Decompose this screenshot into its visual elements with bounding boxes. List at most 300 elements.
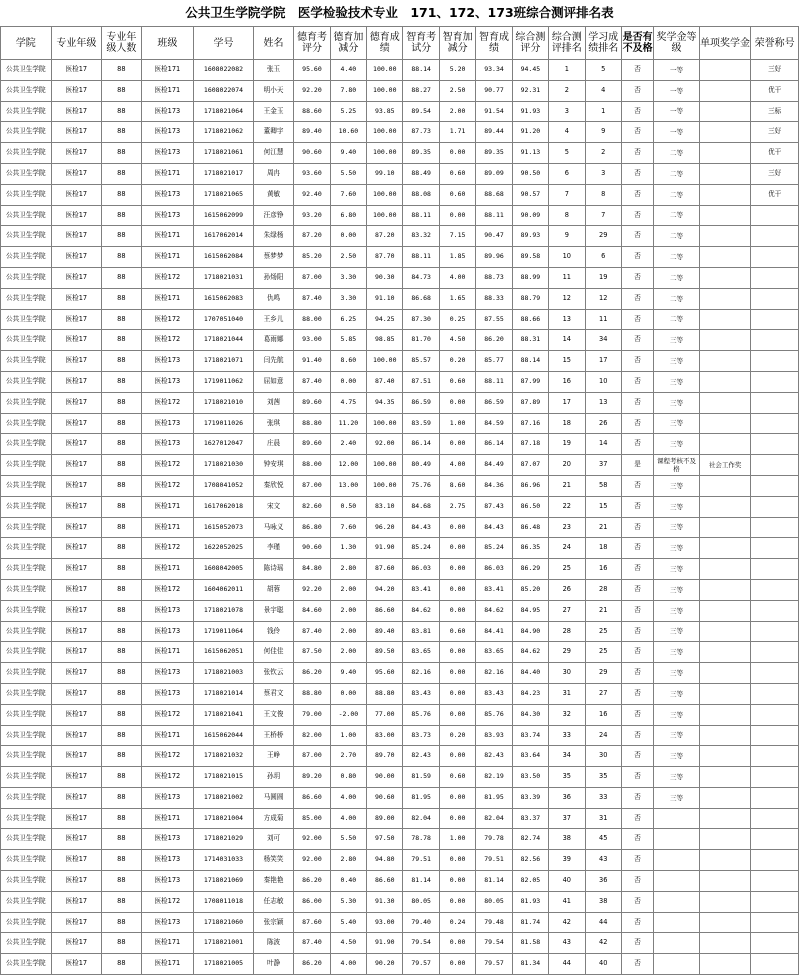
cell-honor-title [751, 205, 799, 226]
cell-college: 公共卫生学院 [1, 683, 52, 704]
cell-study-rank: 24 [585, 725, 621, 746]
table-row [1, 371, 799, 392]
cell-scholarship-level: 三等 [654, 392, 700, 413]
table-row [1, 122, 799, 143]
cell-scholarship-level: 三等 [654, 683, 700, 704]
cell-overall-score: 83.74 [512, 725, 548, 746]
cell-single-scholarship [699, 351, 751, 372]
cell-intel-total: 83.65 [476, 642, 512, 663]
cell-moral-total: 89.40 [367, 621, 403, 642]
cell-intel-total: 83.43 [476, 683, 512, 704]
cell-intel-adjust: 0.00 [439, 954, 475, 975]
cell-intel-total: 90.47 [476, 226, 512, 247]
cell-study-rank: 42 [585, 933, 621, 954]
cell-major-grade: 医检17 [51, 101, 102, 122]
cell-major-grade: 医检17 [51, 413, 102, 434]
table-row [1, 101, 799, 122]
table-row [1, 351, 799, 372]
cell-overall-rank: 31 [549, 683, 585, 704]
cell-moral-total: 98.85 [367, 330, 403, 351]
cell-college: 公共卫生学院 [1, 954, 52, 975]
cell-overall-rank: 18 [549, 413, 585, 434]
cell-fail-flag: 否 [621, 767, 653, 788]
cell-moral-score: 92.00 [294, 829, 330, 850]
cell-class: 医检173 [141, 413, 194, 434]
cell-student-id: 1718021017 [194, 163, 254, 184]
cell-intel-total: 86.14 [476, 434, 512, 455]
cell-intel-score: 83.41 [403, 579, 439, 600]
cell-class: 医检172 [141, 475, 194, 496]
cell-overall-rank: 33 [549, 725, 585, 746]
cell-major-grade: 医检17 [51, 475, 102, 496]
cell-college: 公共卫生学院 [1, 163, 52, 184]
cell-moral-total: 86.60 [367, 871, 403, 892]
table-row [1, 517, 799, 538]
cell-overall-rank: 36 [549, 787, 585, 808]
cell-study-rank: 5 [585, 60, 621, 81]
cell-overall-rank: 6 [549, 163, 585, 184]
cell-college: 公共卫生学院 [1, 704, 52, 725]
cell-moral-adjust: 4.00 [330, 954, 366, 975]
cell-moral-total: 94.80 [367, 850, 403, 871]
cell-scholarship-level: 三等 [654, 538, 700, 559]
cell-student-id: 1718021060 [194, 912, 254, 933]
cell-honor-title: 优干 [751, 184, 799, 205]
cell-student-id: 1718021062 [194, 122, 254, 143]
cell-moral-adjust: 9.40 [330, 143, 366, 164]
cell-moral-score: 92.20 [294, 80, 330, 101]
cell-moral-total: 88.80 [367, 683, 403, 704]
cell-fail-flag: 否 [621, 933, 653, 954]
cell-moral-adjust: 7.60 [330, 517, 366, 538]
cell-intel-total: 79.54 [476, 933, 512, 954]
cell-intel-total: 81.95 [476, 787, 512, 808]
cell-college: 公共卫生学院 [1, 247, 52, 268]
cell-fail-flag: 否 [621, 496, 653, 517]
cell-honor-title [751, 808, 799, 829]
cell-moral-score: 85.20 [294, 247, 330, 268]
cell-moral-adjust: 2.80 [330, 850, 366, 871]
cell-study-rank: 4 [585, 80, 621, 101]
cell-intel-score: 79.54 [403, 933, 439, 954]
cell-college: 公共卫生学院 [1, 725, 52, 746]
cell-class: 医检171 [141, 163, 194, 184]
cell-single-scholarship [699, 829, 751, 850]
cell-scholarship-level: 三等 [654, 642, 700, 663]
cell-major-count: 88 [102, 455, 141, 476]
table-row [1, 434, 799, 455]
cell-intel-total: 83.41 [476, 579, 512, 600]
cell-student-id: 1615062099 [194, 205, 254, 226]
cell-name: 景宇聪 [253, 600, 293, 621]
cell-honor-title: 优干 [751, 80, 799, 101]
cell-single-scholarship [699, 933, 751, 954]
cell-scholarship-level [654, 912, 700, 933]
cell-intel-total: 88.33 [476, 288, 512, 309]
table-row [1, 850, 799, 871]
cell-college: 公共卫生学院 [1, 80, 52, 101]
cell-scholarship-level [654, 829, 700, 850]
cell-single-scholarship [699, 767, 751, 788]
cell-name: 张玉 [253, 60, 293, 81]
cell-moral-score: 87.00 [294, 746, 330, 767]
cell-intel-score: 89.35 [403, 143, 439, 164]
cell-moral-adjust: 5.30 [330, 891, 366, 912]
cell-major-count: 88 [102, 247, 141, 268]
cell-study-rank: 29 [585, 663, 621, 684]
cell-college: 公共卫生学院 [1, 330, 52, 351]
cell-major-count: 88 [102, 704, 141, 725]
cell-class: 医检172 [141, 330, 194, 351]
cell-study-rank: 33 [585, 787, 621, 808]
cell-fail-flag: 否 [621, 579, 653, 600]
cell-single-scholarship [699, 434, 751, 455]
cell-scholarship-level: 三等 [654, 600, 700, 621]
cell-scholarship-level: 三等 [654, 559, 700, 580]
table-row [1, 80, 799, 101]
cell-name: 王文俊 [253, 704, 293, 725]
cell-moral-total: 91.30 [367, 891, 403, 912]
cell-fail-flag: 否 [621, 683, 653, 704]
cell-moral-score: 92.40 [294, 184, 330, 205]
cell-single-scholarship [699, 850, 751, 871]
cell-intel-adjust: 2.50 [439, 80, 475, 101]
cell-major-count: 88 [102, 392, 141, 413]
header-student-id: 学号 [194, 27, 254, 60]
cell-name: 蔡梦梦 [253, 247, 293, 268]
cell-major-grade: 医检17 [51, 954, 102, 975]
cell-name: 秦艳艳 [253, 871, 293, 892]
cell-major-count: 88 [102, 933, 141, 954]
cell-college: 公共卫生学院 [1, 808, 52, 829]
cell-moral-score: 87.40 [294, 933, 330, 954]
cell-scholarship-level [654, 933, 700, 954]
cell-moral-adjust: 5.50 [330, 829, 366, 850]
cell-moral-adjust: 2.00 [330, 579, 366, 600]
cell-honor-title [751, 829, 799, 850]
cell-college: 公共卫生学院 [1, 60, 52, 81]
cell-student-id: 1707051040 [194, 309, 254, 330]
cell-overall-score: 82.05 [512, 871, 548, 892]
cell-honor-title [751, 725, 799, 746]
cell-name: 秦欣悦 [253, 475, 293, 496]
cell-major-count: 88 [102, 767, 141, 788]
cell-moral-adjust: 8.60 [330, 351, 366, 372]
cell-single-scholarship [699, 122, 751, 143]
cell-major-count: 88 [102, 642, 141, 663]
cell-intel-total: 79.78 [476, 829, 512, 850]
cell-scholarship-level: 二等 [654, 247, 700, 268]
cell-fail-flag: 否 [621, 642, 653, 663]
cell-student-id: 1718021061 [194, 143, 254, 164]
cell-intel-adjust: 0.00 [439, 787, 475, 808]
cell-moral-total: 91.90 [367, 933, 403, 954]
cell-student-id: 1622052025 [194, 538, 254, 559]
cell-college: 公共卫生学院 [1, 455, 52, 476]
cell-overall-score: 81.93 [512, 891, 548, 912]
cell-moral-total: 92.00 [367, 434, 403, 455]
cell-honor-title [751, 309, 799, 330]
cell-study-rank: 37 [585, 455, 621, 476]
table-row [1, 205, 799, 226]
cell-major-grade: 医检17 [51, 163, 102, 184]
cell-intel-adjust: 0.00 [439, 205, 475, 226]
cell-moral-total: 95.60 [367, 663, 403, 684]
cell-college: 公共卫生学院 [1, 413, 52, 434]
cell-moral-adjust: 1.30 [330, 538, 366, 559]
cell-honor-title: 三好 [751, 163, 799, 184]
table-row [1, 829, 799, 850]
cell-moral-total: 86.60 [367, 600, 403, 621]
cell-student-id: 1718021029 [194, 829, 254, 850]
cell-moral-score: 84.60 [294, 600, 330, 621]
cell-class: 医检173 [141, 434, 194, 455]
table-row [1, 891, 799, 912]
cell-name: 李瑾 [253, 538, 293, 559]
cell-intel-adjust: 0.00 [439, 850, 475, 871]
cell-moral-score: 86.20 [294, 663, 330, 684]
cell-overall-rank: 41 [549, 891, 585, 912]
cell-name: 钟安琪 [253, 455, 293, 476]
cell-honor-title [751, 767, 799, 788]
cell-major-grade: 医检17 [51, 621, 102, 642]
cell-intel-total: 87.55 [476, 309, 512, 330]
cell-scholarship-level: 三等 [654, 704, 700, 725]
cell-name: 孙玥 [253, 767, 293, 788]
cell-class: 医检171 [141, 725, 194, 746]
cell-major-grade: 医检17 [51, 683, 102, 704]
cell-study-rank: 7 [585, 205, 621, 226]
cell-moral-score: 88.80 [294, 683, 330, 704]
cell-single-scholarship [699, 330, 751, 351]
cell-overall-score: 84.95 [512, 600, 548, 621]
cell-moral-adjust: 2.70 [330, 746, 366, 767]
cell-fail-flag: 否 [621, 392, 653, 413]
cell-intel-score: 83.59 [403, 413, 439, 434]
cell-overall-score: 84.62 [512, 642, 548, 663]
cell-intel-score: 85.24 [403, 538, 439, 559]
cell-class: 医检173 [141, 371, 194, 392]
cell-class: 医检173 [141, 101, 194, 122]
header-major-grade: 专业年级 [51, 27, 102, 60]
cell-moral-total: 90.20 [367, 954, 403, 975]
cell-moral-score: 87.20 [294, 226, 330, 247]
cell-class: 医检173 [141, 184, 194, 205]
cell-overall-score: 87.07 [512, 455, 548, 476]
cell-moral-score: 86.80 [294, 517, 330, 538]
cell-fail-flag: 否 [621, 663, 653, 684]
cell-intel-score: 89.54 [403, 101, 439, 122]
cell-intel-score: 87.51 [403, 371, 439, 392]
cell-moral-total: 100.00 [367, 205, 403, 226]
cell-fail-flag: 否 [621, 226, 653, 247]
cell-scholarship-level: 三等 [654, 371, 700, 392]
cell-intel-adjust: 4.50 [439, 330, 475, 351]
cell-overall-rank: 5 [549, 143, 585, 164]
cell-major-grade: 医检17 [51, 767, 102, 788]
cell-scholarship-level: 二等 [654, 309, 700, 330]
cell-intel-total: 79.51 [476, 850, 512, 871]
cell-moral-adjust: 6.25 [330, 309, 366, 330]
cell-intel-adjust: 0.25 [439, 309, 475, 330]
cell-intel-total: 84.36 [476, 475, 512, 496]
table-row [1, 621, 799, 642]
cell-overall-rank: 32 [549, 704, 585, 725]
cell-single-scholarship [699, 143, 751, 164]
cell-honor-title [751, 912, 799, 933]
header-honor-title: 荣誉称号 [751, 27, 799, 60]
cell-major-grade: 医检17 [51, 205, 102, 226]
cell-moral-score: 90.60 [294, 143, 330, 164]
cell-major-grade: 医检17 [51, 247, 102, 268]
cell-moral-adjust: 12.00 [330, 455, 366, 476]
cell-major-grade: 医检17 [51, 891, 102, 912]
cell-honor-title [751, 621, 799, 642]
cell-name: 何江慧 [253, 143, 293, 164]
cell-moral-score: 87.40 [294, 288, 330, 309]
cell-major-grade: 医检17 [51, 538, 102, 559]
cell-class: 医检171 [141, 808, 194, 829]
cell-moral-adjust: 0.50 [330, 496, 366, 517]
cell-overall-score: 88.79 [512, 288, 548, 309]
cell-intel-score: 79.57 [403, 954, 439, 975]
cell-overall-rank: 2 [549, 80, 585, 101]
cell-intel-score: 87.30 [403, 309, 439, 330]
cell-scholarship-level: 三等 [654, 579, 700, 600]
cell-study-rank: 21 [585, 600, 621, 621]
table-row [1, 787, 799, 808]
cell-name: 马咏义 [253, 517, 293, 538]
cell-fail-flag: 否 [621, 891, 653, 912]
cell-fail-flag: 否 [621, 808, 653, 829]
cell-honor-title [751, 475, 799, 496]
cell-moral-total: 90.00 [367, 767, 403, 788]
cell-name: 蔡君文 [253, 683, 293, 704]
cell-class: 医检171 [141, 954, 194, 975]
cell-moral-total: 83.00 [367, 725, 403, 746]
cell-study-rank: 43 [585, 850, 621, 871]
cell-major-count: 88 [102, 267, 141, 288]
cell-honor-title [751, 787, 799, 808]
table-row [1, 267, 799, 288]
cell-overall-rank: 15 [549, 351, 585, 372]
cell-major-grade: 医检17 [51, 351, 102, 372]
cell-scholarship-level: 一等 [654, 122, 700, 143]
cell-college: 公共卫生学院 [1, 143, 52, 164]
cell-intel-total: 84.59 [476, 413, 512, 434]
table-row [1, 475, 799, 496]
cell-single-scholarship [699, 60, 751, 81]
cell-overall-score: 88.14 [512, 351, 548, 372]
cell-intel-total: 89.96 [476, 247, 512, 268]
cell-scholarship-level: 二等 [654, 226, 700, 247]
cell-overall-score: 87.99 [512, 371, 548, 392]
cell-fail-flag: 否 [621, 517, 653, 538]
table-row [1, 642, 799, 663]
cell-class: 医检171 [141, 496, 194, 517]
cell-single-scholarship [699, 392, 751, 413]
cell-class: 医检171 [141, 288, 194, 309]
cell-honor-title [751, 330, 799, 351]
cell-intel-total: 79.48 [476, 912, 512, 933]
cell-class: 医检171 [141, 559, 194, 580]
cell-college: 公共卫生学院 [1, 621, 52, 642]
cell-major-count: 88 [102, 496, 141, 517]
cell-major-count: 88 [102, 787, 141, 808]
cell-intel-adjust: 1.71 [439, 122, 475, 143]
cell-name: 宋文 [253, 496, 293, 517]
cell-major-count: 88 [102, 330, 141, 351]
cell-honor-title [751, 954, 799, 975]
cell-study-rank: 15 [585, 496, 621, 517]
cell-moral-total: 96.20 [367, 517, 403, 538]
cell-single-scholarship [699, 101, 751, 122]
cell-single-scholarship [699, 309, 751, 330]
cell-class: 医检173 [141, 205, 194, 226]
cell-student-id: 1617062018 [194, 496, 254, 517]
table-row [1, 725, 799, 746]
cell-college: 公共卫生学院 [1, 496, 52, 517]
cell-class: 医检171 [141, 80, 194, 101]
header-row [1, 27, 799, 60]
cell-honor-title [751, 538, 799, 559]
cell-moral-score: 92.00 [294, 850, 330, 871]
cell-name: 张钦云 [253, 663, 293, 684]
cell-overall-score: 89.93 [512, 226, 548, 247]
cell-intel-score: 75.76 [403, 475, 439, 496]
cell-intel-score: 88.49 [403, 163, 439, 184]
cell-class: 医检171 [141, 247, 194, 268]
cell-study-rank: 29 [585, 226, 621, 247]
cell-class: 医检172 [141, 267, 194, 288]
cell-overall-score: 87.89 [512, 392, 548, 413]
cell-honor-title: 三好 [751, 60, 799, 81]
cell-student-id: 1719011062 [194, 371, 254, 392]
table-row [1, 288, 799, 309]
cell-moral-adjust: 6.80 [330, 205, 366, 226]
cell-fail-flag: 否 [621, 912, 653, 933]
cell-intel-total: 84.49 [476, 455, 512, 476]
cell-major-count: 88 [102, 434, 141, 455]
cell-study-rank: 14 [585, 434, 621, 455]
cell-intel-adjust: 7.15 [439, 226, 475, 247]
cell-class: 医检173 [141, 621, 194, 642]
cell-overall-rank: 8 [549, 205, 585, 226]
cell-major-count: 88 [102, 351, 141, 372]
cell-major-count: 88 [102, 725, 141, 746]
cell-name: 张宗颖 [253, 912, 293, 933]
cell-overall-score: 84.90 [512, 621, 548, 642]
cell-class: 医检171 [141, 517, 194, 538]
cell-scholarship-level [654, 808, 700, 829]
cell-student-id: 1615062051 [194, 642, 254, 663]
cell-intel-score: 81.59 [403, 767, 439, 788]
cell-name: 张琪 [253, 413, 293, 434]
cell-fail-flag: 否 [621, 850, 653, 871]
cell-study-rank: 28 [585, 579, 621, 600]
header-overall-score: 综合测评分 [512, 27, 548, 60]
cell-overall-score: 86.50 [512, 496, 548, 517]
cell-intel-total: 87.43 [476, 496, 512, 517]
cell-moral-score: 93.00 [294, 330, 330, 351]
cell-fail-flag: 否 [621, 434, 653, 455]
cell-overall-rank: 9 [549, 226, 585, 247]
cell-honor-title [751, 288, 799, 309]
table-row [1, 579, 799, 600]
cell-moral-adjust: 5.40 [330, 912, 366, 933]
cell-study-rank: 6 [585, 247, 621, 268]
cell-name: 刘茜 [253, 392, 293, 413]
